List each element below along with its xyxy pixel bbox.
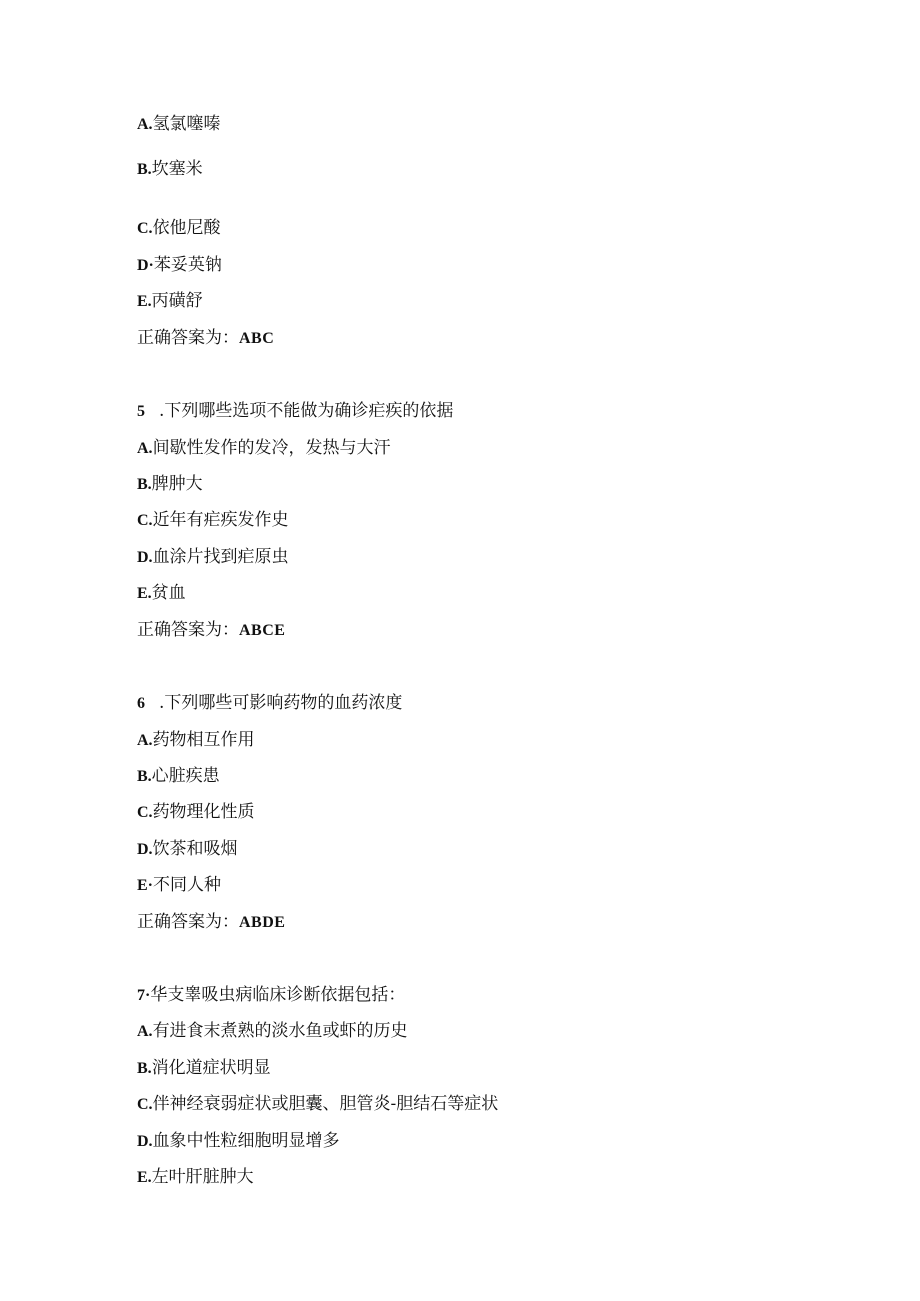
option-mark: A. [137, 116, 153, 133]
option-a [137, 1020, 408, 1043]
option-mark: B. [137, 476, 152, 493]
option-text: 血涂片找到疟原虫 [152, 547, 289, 567]
option-mark: D. [137, 549, 153, 566]
option-mark: D· [137, 257, 154, 274]
option-e [137, 874, 221, 897]
option-c [137, 509, 289, 532]
option-c [137, 1093, 498, 1116]
option-text: 氢氯噻嗪 [152, 114, 221, 134]
option-text: 消化道症状明显 [151, 1058, 271, 1078]
option-e [137, 1166, 254, 1189]
option-text: 饮茶和吸烟 [152, 839, 238, 859]
option-text: 药物相互作用 [152, 730, 255, 750]
answer-value: ABDE [239, 914, 286, 931]
question-text: .下列哪些选项不能做为确诊疟疾的依据 [159, 401, 454, 421]
question-number: 6 [137, 695, 145, 712]
option-mark: A. [137, 440, 153, 457]
question-text: 华支睾吸虫病临床诊断依据包括： [150, 985, 406, 1005]
option-text: 左叶肝脏肿大 [151, 1167, 254, 1187]
option-text: 血象中性粒细胞明显增多 [152, 1131, 340, 1151]
option-a [137, 729, 255, 752]
option-text: 苯妥英钠 [153, 255, 222, 275]
option-mark: E. [137, 1169, 152, 1186]
option-mark: D. [137, 1133, 153, 1150]
option-b [137, 1057, 271, 1080]
option-text: 心脏疾患 [151, 766, 220, 786]
answer-line [137, 911, 285, 934]
option-mark: B. [137, 161, 152, 178]
answer-label: 正确答案为： [137, 620, 239, 640]
option-text: 有进食末煮熟的淡水鱼或虾的历史 [152, 1021, 408, 1041]
answer-value: ABC [239, 330, 275, 347]
option-d [137, 838, 238, 861]
option-mark: A. [137, 1023, 153, 1040]
question-number: 5 [137, 403, 145, 420]
question-text: .下列哪些可影响药物的血药浓度 [159, 693, 403, 713]
option-d [137, 546, 289, 569]
option-mark: C. [137, 512, 153, 529]
question-title [137, 984, 405, 1007]
option-text: 近年有疟疾发作史 [152, 510, 289, 530]
option-mark: C. [137, 1096, 153, 1113]
option-mark: D. [137, 841, 153, 858]
option-text: 丙磺舒 [151, 291, 203, 311]
option-d [137, 254, 222, 277]
option-b [137, 158, 203, 181]
answer-line [137, 619, 285, 642]
option-text: 不同人种 [153, 875, 222, 895]
option-c [137, 801, 255, 824]
option-mark: E. [137, 585, 152, 602]
answer-value: ABCE [239, 622, 286, 639]
question-number: 7· [137, 987, 151, 1004]
option-mark: A. [137, 732, 153, 749]
option-text: 伴神经衰弱症状或胆囊、胆管炎-胆结石等症状 [152, 1094, 499, 1114]
option-text: 间歇性发作的发冷，发热与大汗 [152, 438, 391, 458]
option-d [137, 1130, 340, 1153]
option-b [137, 765, 220, 788]
option-c [137, 217, 221, 240]
option-a [137, 113, 221, 136]
option-mark: C. [137, 220, 153, 237]
option-text: 依他尼酸 [152, 218, 221, 238]
option-text: 药物理化性质 [152, 802, 255, 822]
answer-label: 正确答案为： [137, 912, 239, 932]
option-mark: B. [137, 1060, 152, 1077]
option-mark: E. [137, 293, 152, 310]
answer-line [137, 327, 274, 350]
option-b [137, 473, 203, 496]
question-title [137, 400, 453, 423]
option-text: 贫血 [151, 583, 186, 603]
answer-label: 正确答案为： [137, 328, 239, 348]
option-mark: E· [137, 877, 154, 894]
option-mark: C. [137, 804, 153, 821]
option-text: 脾肿大 [151, 474, 203, 494]
option-e [137, 582, 186, 605]
question-title [137, 692, 402, 715]
option-a [137, 437, 391, 460]
option-e [137, 290, 203, 313]
option-text: 坎塞米 [151, 159, 203, 179]
option-mark: B. [137, 768, 152, 785]
